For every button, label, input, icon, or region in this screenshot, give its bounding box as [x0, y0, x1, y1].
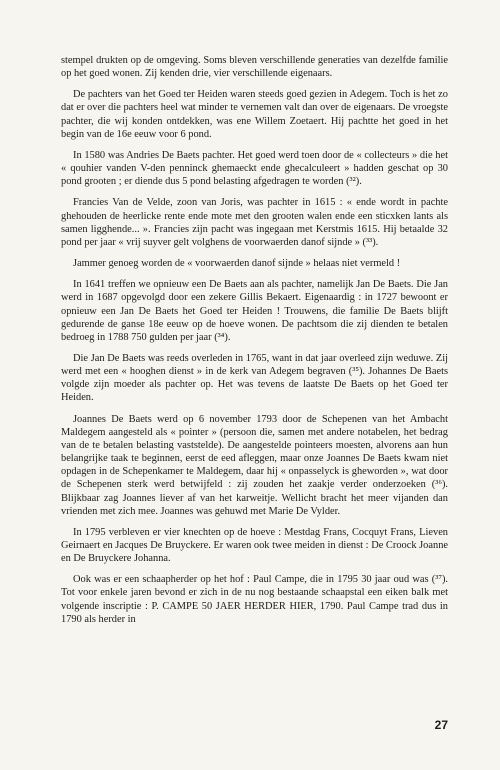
- page-number: 27: [434, 718, 448, 732]
- paragraph-6: In 1641 treffen we opnieuw een De Baets aan als pachter, namelijk Jan De Baets. Die Jan werd in 1687 opgevolgd door een zekere Gillis Bekaert. Eigenaardig : in 1727 bewoont er opnieuw een Jan De Baets het Goed ter Heiden ! Trouwens, die familie De Baets blijft gedurende de ganse 18e eeuw op de hoeve wonen. De pachtsom die zij dienden te betalen bedroeg in 1788 750 gulden per jaar (³⁴).: [61, 279, 448, 343]
- paragraph-3: In 1580 was Andries De Baets pachter. Het goed werd toen door de « collecteurs » die het « qouhier vanden V-den penninck ghemaeckt ende ghecalculeert » hadden geschat op 30 pond grooten ; er diende dus 5 pond belasting afgedragen te worden (³²).: [61, 149, 448, 188]
- paragraph-5: Jammer genoeg worden de « voorwaerden danof sijnde » helaas niet vermeld !: [73, 258, 401, 270]
- paragraph-9: In 1795 verbleven er vier knechten op de hoeve : Mestdag Frans, Cocquyt Frans, Lieven Geirnaert en Jacques De Bruyckere. Er waren ook twee meiden in dienst : De Croock Joanne en De Bruyckere Johanna.: [61, 526, 448, 565]
- paragraph-7: Die Jan De Baets was reeds overleden in 1765, want in dat jaar overleed zijn weduwe. Zij werd met een « hooghen dienst » in de kerk van Adegem begraven (³⁵). Johannes De Baets volgde zijn moeder als pachter op. Het was tevens de laatste De Baets op het Goed ter Heiden.: [61, 352, 448, 404]
- paragraph-2: De pachters van het Goed ter Heiden waren steeds goed gezien in Adegem. Toch is het zo dat er over die pachters heel wat minder te vernemen valt dan over de eigenaars. De vroegste pachter, die wij konden ontdekken, was ene Willem Zoetaert. Hij pachtte het goed in het begin van de 16e eeuw voor 6 pond.: [61, 89, 448, 140]
- paragraph-4: Francies Van de Velde, zoon van Joris, was pachter in 1615 : « ende wordt in pachte ghehouden de heerlicke rente ende mote met den grooten walen ende een sticxken lants als samen ligghende... ». Francies zijn pacht was ingegaan met Kerstmis 1615. Hij betaalde 32 pond per jaar « vrij suyver gelt volghens de voorwaerden danof sijnde » (³³).: [61, 197, 448, 248]
- paragraph-8: Joannes De Baets werd op 6 november 1793 door de Schepenen van het Ambacht Maldegem aangesteld als « pointer » (persoon die, samen met andere notabelen, het bedrag van de te betalen belasting vaststelde). De aangestelde pointeers moesten, alvorens aan hun belangrijke taak te beginnen, eerst de eed afleggen, maar onze Joannes De Baets kwam niet opdagen in de Schepenkamer te Maldegem, daar hij « onpasselyck is gheworden », wat door de Schepenen sterk werd betwijfeld : zij zouden het zaakje verder onderzoeken (³⁶). Blijkbaar zag Joannes liever af van het karweitje. Wellicht bracht het meer vijanden dan vrienden met zich mee. Joannes was gehuwd met Marie De Vylder.: [61, 413, 448, 517]
- paragraph-1: stempel drukten op de omgeving. Soms bleven verschillende generaties van dezelfde familie op het goed wonen. Zij kenden drie, vier verschillende eigenaars.: [61, 55, 448, 80]
- paragraph-10: Ook was er een schaapherder op het hof : Paul Campe, die in 1795 30 jaar oud was (³⁷). Tot voor enkele jaren bevond er zich in de nu nog bestaande schaapstal een eiken balk met volgende inscriptie : P. CAMPE 50 JAER HERDER HIER, 1790. Paul Campe trad dus in 1790 als herder in: [61, 574, 448, 625]
